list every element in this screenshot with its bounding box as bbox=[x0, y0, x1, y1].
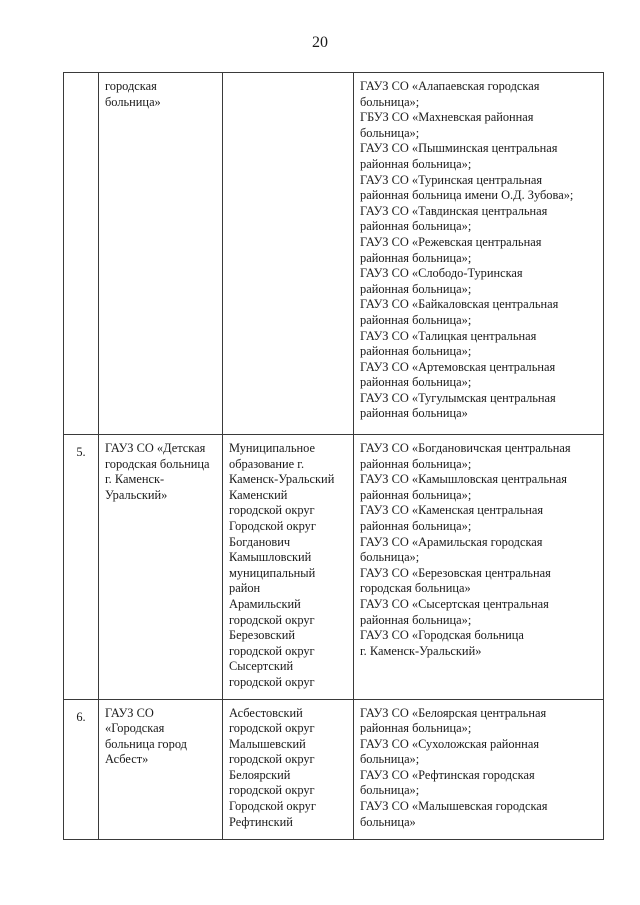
attached-organizations-line: ГАУЗ СО «Артемовская центральная bbox=[360, 359, 556, 374]
attached-organizations-line: ГАУЗ СО «Тугулымская центральная bbox=[360, 390, 556, 405]
territory-line: Муниципальное bbox=[229, 441, 315, 455]
territory-line: образование г. bbox=[229, 456, 305, 471]
territory-line: городской округ bbox=[229, 674, 315, 689]
attached-organizations-line: ГАУЗ СО «Байкаловская центральная bbox=[360, 297, 559, 312]
attached-organizations-line: ГАУЗ СО «Туринская центральная bbox=[360, 172, 543, 187]
attached-organizations-line: районная больница»; bbox=[360, 156, 472, 171]
table-row bbox=[64, 699, 604, 839]
attached-organizations-line: ГАУЗ СО «Арамильская городская bbox=[360, 534, 543, 549]
territory-cell bbox=[223, 435, 354, 700]
hospital-line: Асбест» bbox=[105, 752, 149, 767]
territory-line: муниципальный bbox=[229, 565, 316, 580]
attached-organizations-line: городская больница» bbox=[360, 581, 471, 596]
hospital-line: ГАУЗ СО bbox=[105, 705, 154, 720]
attached-organizations-line: ГАУЗ СО «Богдановичская центральная bbox=[360, 441, 571, 455]
attached-organizations-line: ГАУЗ СО «Рефтинская городская bbox=[360, 767, 535, 782]
attached-organizations-line: больница»; bbox=[360, 752, 420, 767]
territory-line: городской округ bbox=[229, 752, 315, 767]
attached-organizations-cell bbox=[354, 73, 604, 435]
territory-line: Камышловский bbox=[229, 550, 312, 565]
hospital-line: городская больница bbox=[105, 456, 210, 471]
attached-organizations-line: ГАУЗ СО «Сысертская центральная bbox=[360, 596, 549, 611]
hospital-line: городская bbox=[105, 79, 157, 93]
territory-line: район bbox=[229, 581, 261, 596]
hospital-line: г. Каменск- bbox=[105, 472, 165, 487]
attached-organizations-line: больница»; bbox=[360, 783, 420, 798]
territory-line: городской округ bbox=[229, 783, 315, 798]
attached-organizations-line: г. Каменск-Уральский» bbox=[360, 643, 482, 658]
attached-organizations-line: районная больница»; bbox=[360, 721, 472, 736]
attached-organizations-cell bbox=[354, 699, 604, 839]
attached-organizations-line: ГАУЗ СО «Пышминская центральная bbox=[360, 141, 558, 156]
attached-organizations-line: районная больница»; bbox=[360, 312, 472, 327]
hospital-line: ГАУЗ СО «Детская bbox=[105, 441, 206, 455]
attached-organizations-line: ГАУЗ СО «Сухоложская районная bbox=[360, 736, 540, 751]
territory-line: городской округ bbox=[229, 643, 315, 658]
attached-organizations-line: районная больница»; bbox=[360, 281, 472, 296]
attached-organizations-line: больница»; bbox=[360, 550, 420, 565]
hospital-line: Уральский» bbox=[105, 487, 168, 502]
territory-line: городской округ bbox=[229, 721, 315, 736]
attached-organizations-line: ГАУЗ СО «Малышевская городская bbox=[360, 799, 548, 814]
attached-organizations-line: районная больница»; bbox=[360, 487, 472, 502]
hospital-cell bbox=[99, 73, 223, 435]
territory-line: Каменский bbox=[229, 487, 288, 502]
attached-organizations-line: больница» bbox=[360, 814, 416, 829]
attached-organizations-line: районная больница»; bbox=[360, 250, 472, 265]
attached-organizations-line: районная больница»; bbox=[360, 456, 472, 471]
attached-organizations-line: ГАУЗ СО «Талицкая центральная bbox=[360, 328, 537, 343]
attached-organizations-line: районная больница» bbox=[360, 406, 468, 421]
hospital-line: больница» bbox=[105, 94, 161, 109]
attached-organizations-line: ГАУЗ СО «Березовская центральная bbox=[360, 565, 551, 580]
attached-organizations-line: ГАУЗ СО «Тавдинская центральная bbox=[360, 203, 548, 218]
territory-line: Городской округ bbox=[229, 799, 316, 814]
row-number bbox=[64, 73, 99, 435]
attached-organizations-line: ГАУЗ СО «Белоярская центральная bbox=[360, 705, 547, 720]
attached-organizations-line: ГАУЗ СО «Камышловская центральная bbox=[360, 472, 567, 487]
row-number: 6. bbox=[64, 699, 99, 839]
hospital-cell bbox=[99, 435, 223, 700]
attached-organizations-line: ГАУЗ СО «Слободо-Туринская bbox=[360, 266, 523, 281]
territory-cell bbox=[223, 73, 354, 435]
attached-organizations-cell bbox=[354, 435, 604, 700]
territory-cell bbox=[223, 699, 354, 839]
attached-organizations-line: ГБУЗ СО «Махневская районная bbox=[360, 110, 534, 125]
hospital-line: больница город bbox=[105, 736, 187, 751]
attached-organizations-line: больница»; bbox=[360, 125, 420, 140]
attached-organizations-line: районная больница»; bbox=[360, 612, 472, 627]
territory-line: Каменск-Уральский bbox=[229, 472, 335, 487]
attached-organizations-line: ГАУЗ СО «Режевская центральная bbox=[360, 234, 542, 249]
table-row bbox=[64, 435, 604, 700]
attached-organizations-line: районная больница»; bbox=[360, 518, 472, 533]
territory-line: городской округ bbox=[229, 612, 315, 627]
territory-line: Арамильский bbox=[229, 596, 301, 611]
territory-line: Городской округ bbox=[229, 518, 316, 533]
page-number: 20 bbox=[312, 34, 328, 51]
attached-organizations-line: районная больница имени О.Д. Зубова»; bbox=[360, 188, 574, 203]
territory-line: Асбестовский bbox=[229, 705, 303, 720]
attached-organizations-line: ГАУЗ СО «Каменская центральная bbox=[360, 503, 544, 518]
hospital-line: «Городская bbox=[105, 721, 165, 736]
attached-organizations-line: районная больница»; bbox=[360, 344, 472, 359]
attached-organizations-line: ГАУЗ СО «Алапаевская городская bbox=[360, 79, 540, 93]
row-number: 5. bbox=[64, 435, 99, 700]
hospital-cell bbox=[99, 699, 223, 839]
territory-line: Богданович bbox=[229, 534, 291, 549]
attached-organizations-line: больница»; bbox=[360, 94, 420, 109]
hospital-distribution-table bbox=[63, 72, 604, 840]
territory-line: Березовский bbox=[229, 628, 296, 643]
territory-line: Малышевский bbox=[229, 736, 306, 751]
table-row bbox=[64, 73, 604, 435]
territory-line: Рефтинский bbox=[229, 814, 293, 829]
attached-organizations-line: районная больница»; bbox=[360, 219, 472, 234]
territory-line: Сысертский bbox=[229, 659, 294, 674]
attached-organizations-line: ГАУЗ СО «Городская больница bbox=[360, 628, 524, 643]
attached-organizations-line: районная больница»; bbox=[360, 375, 472, 390]
territory-line: Белоярский bbox=[229, 767, 291, 782]
territory-line: городской округ bbox=[229, 503, 315, 518]
